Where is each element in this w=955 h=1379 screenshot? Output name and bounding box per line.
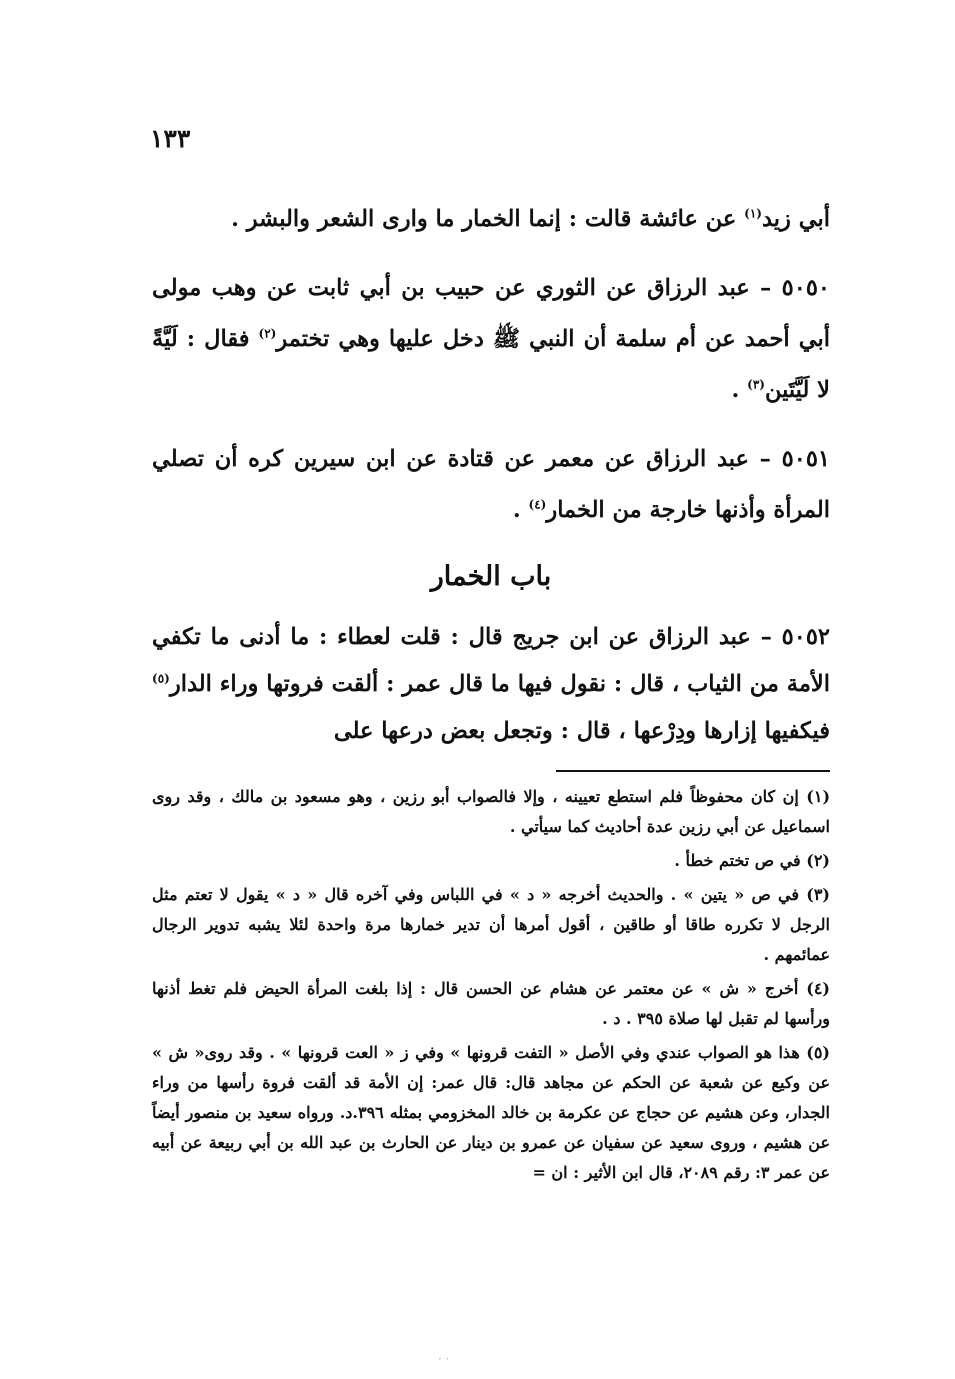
footnote-4: (٤) أخرج « ش » عن معتمر عن هشام عن الحسن قال : إذا بلغت المرأة الحيض فلم تغط أذنها ورأسها لم تقبل لها صلاة ٣٩٥ . د .: [152, 979, 830, 1028]
paragraph-text: فقال : لَيَّةً لا لَيَّتَين: [152, 326, 830, 403]
footnote-1: (١) إن كان محفوظاً فلم استطع تعيينه ، وإلا فالصواب أبو رزين ، وهو مسعود بن مالك ، وقد روى اسماعيل عن أبي رزين عدة أحاديث كما سيأتي .: [152, 787, 831, 836]
footnote-3: (٣) في ص « يتين » . والحديث أخرجه « د » في اللباس وفي آخره قال « د » يقول لا تعتم مثل الرجل لا تكرره طاقا أو طاقين ، أقول أمرها أن تدير خمارها مرة واحدة لئلا يشبه تدوير الرجال عمائمهم .: [152, 885, 830, 964]
scan-speck: · ·: [438, 1352, 450, 1366]
paragraph-text: عن عائشة قالت : إنما الخمار ما وارى الشعر والبشر .: [231, 206, 745, 232]
footnote-marker[interactable]: (٣): [747, 377, 765, 392]
footnote-marker[interactable]: (٥): [152, 671, 170, 686]
footnote-marker[interactable]: (٤): [528, 497, 547, 512]
hadith-5050: [152, 263, 830, 416]
hadith-5051: [152, 434, 830, 536]
footnote-5: (٥) هذا هو الصواب عندي وفي الأصل « التفت قرونها » وفي ز « العت قرونها » . وقد روى« ش » عن وكيع عن شعبة عن الحكم عن مجاهد قال: قال عمر: إن الأمة قد ألقت فروة رأسها من وراء الجدار، وعن هشيم عن حجاج عن عكرمة بن خالد المخزومي بمثله ٣٩٦.د. ورواه سعيد بن منصور أيضاً عن هشيم ، وروى سعيد عن سفيان عن عمرو بن دينار عن الحارث بن عبد الله بن أبي ربيعة عن أبيه عن عمر ٣: رقم ٢٠٨٩، قال ابن الأثير : ان =: [152, 1043, 830, 1182]
main-text-bottom: [152, 614, 830, 755]
paragraph-continuation: [152, 194, 830, 245]
paragraph-text: أبي زيد: [761, 206, 830, 232]
paragraph-text: ٥٠٥٠ – عبد الرزاق عن الثوري عن حبيب بن أبي ثابت عن وهب مولى أبي أحمد عن أم سلمة أن النبي ﷺ دخل عليها وهي تختمر: [152, 275, 830, 352]
footnote-marker[interactable]: (٢): [258, 326, 277, 341]
main-text-top: [152, 194, 830, 536]
footnote-divider: [556, 770, 830, 772]
footnote-marker[interactable]: (١): [744, 206, 762, 221]
paragraph-text: .: [731, 377, 748, 403]
paragraph-text: .: [512, 497, 529, 523]
paragraph-text: ٥٠٥٢ – عبد الرزاق عن ابن جريج قال : قلت لعطاء : ما أدنى ما تكفي الأمة من الثياب ، قال : نقول فيها ما قال عمر : ألقت فروتها وراء الدار: [152, 624, 830, 697]
paragraph-text: فيكفيها إزارها ودِرْعها ، قال : وتجعل بعض درعها على: [333, 718, 830, 744]
footnotes: [152, 782, 830, 1192]
footnote-2: (٢) في ص تختم خطأ .: [674, 851, 830, 870]
page-number: ١٣٣: [150, 124, 191, 153]
chapter-heading: باب الخمار: [430, 561, 552, 592]
paragraph-text: ٥٠٥١ – عبد الرزاق عن معمر عن قتادة عن ابن سيرين كره أن تصلي المرأة وأذنها خارجة من الخمار: [152, 446, 830, 523]
hadith-5052: [152, 614, 830, 755]
